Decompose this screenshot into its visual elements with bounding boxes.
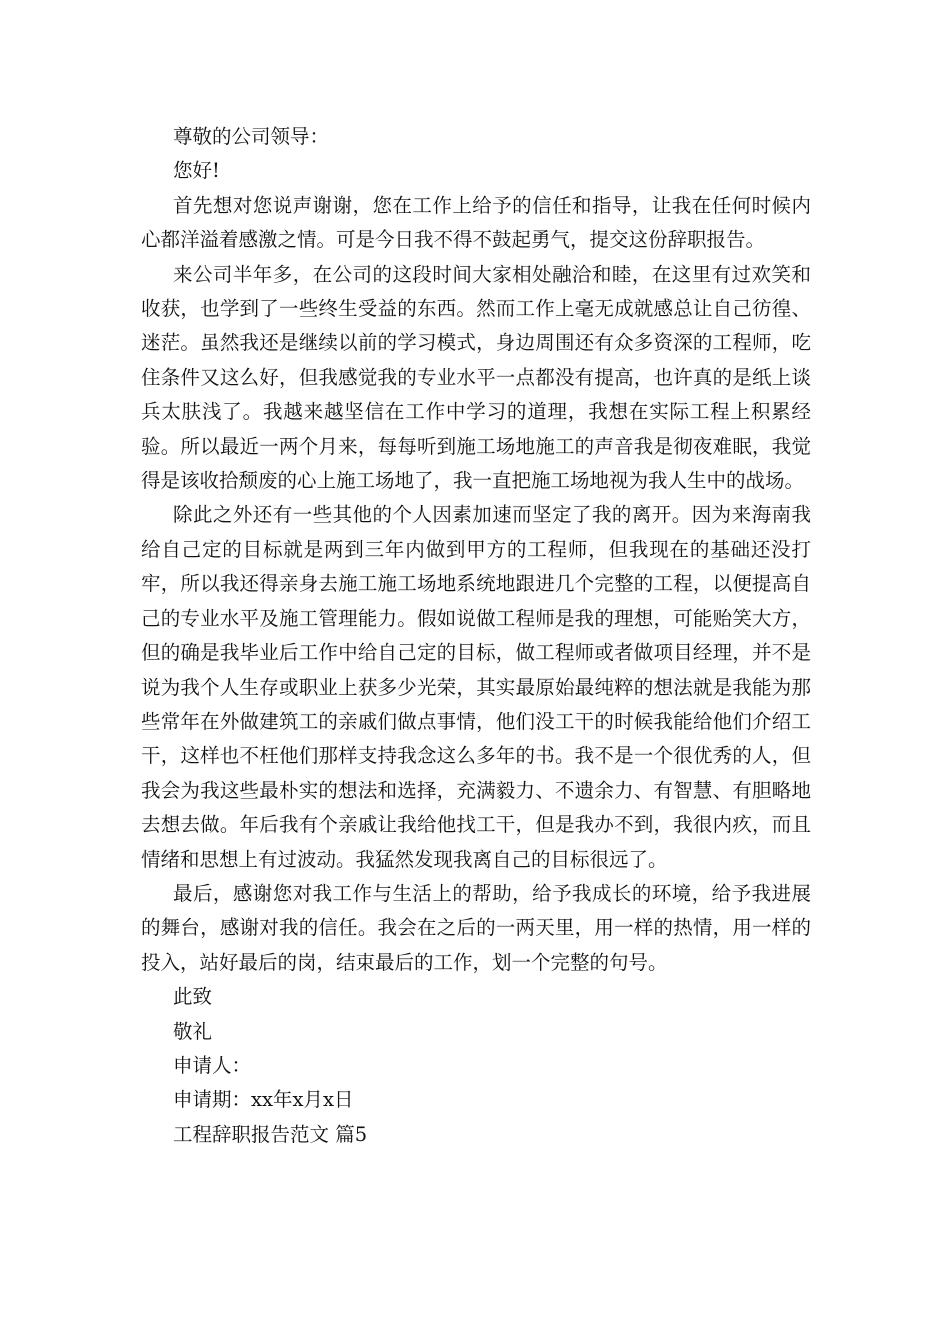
closing-cizhi: 此致 [173,985,213,1009]
next-section-title: 工程辞职报告范文 篇5 [173,1122,368,1146]
date-line: 申请期：xx年x月x日 [173,1088,354,1112]
letter-body [141,120,811,1152]
closing-jingli: 敬礼 [173,1019,213,1043]
paragraph-thanks: 首先想对您说声谢谢，您在工作上给予的信任和指导，让我在任何时候内心都洋溢着感激之情。可是今日我不得不鼓起勇气，提交这份辞职报告。 [141,193,811,252]
greeting: 您好! [173,159,220,183]
paragraph-reasons: 除此之外还有一些其他的个人因素加速而坚定了我的离开。因为来海南我给自己定的目标就是两到三年内做到甲方的工程师，但我现在的基础还没打牢，所以我还得亲身去施工施工场地系统地跟进几个完整的工程，以便提高自己的专业水平及施工管理能力。假如说做工程师是我的理想，可能贻笑大方，但的确是我毕业后工作中给自己定的目标，做工程师或者做项目经理，并不是说为我个人生存或职业上获多少光荣，其实最原始最纯粹的想法就是我能为那些常年在外做建筑工的亲戚们做点事情，他们没工干的时候我能给他们介绍工干，这样也不枉他们那样支持我念这么多年的书。我不是一个很优秀的人，但我会为我这些最朴实的想法和选择，充满毅力、不遗余力、有智慧、有胆略地去想去做。年后我有个亲戚让我给他找工干，但是我办不到，我很内疚，而且情绪和思想上有过波动。我猛然发现我离自己的目标很远了。 [141,503,811,871]
paragraph-experience: 来公司半年多，在公司的这段时间大家相处融洽和睦，在这里有过欢笑和收获，也学到了一些终生受益的东西。然而工作上毫无成就感总让自己彷徨、迷茫。虽然我还是继续以前的学习模式，身边周围还有众多资深的工程师，吃住条件又这么好，但我感觉我的专业水平一点都没有提高，也许真的是纸上谈兵太肤浅了。我越来越坚信在工作中学习的道理，我想在实际工程上积累经验。所以最近一两个月来，每每听到施工场地施工的声音我是彻夜难眠，我觉得是该收拾颓废的心上施工场地了，我一直把施工场地视为我人生中的战场。 [141,262,811,493]
salutation: 尊敬的公司领导： [173,125,330,148]
paragraph-closing: 最后，感谢您对我工作与生活上的帮助，给予我成长的环境，给予我进展的舞台，感谢对我的信任。我会在之后的一两天里，用一样的热情，用一样的投入，站好最后的岗，结束最后的工作，划一个完整的句号。 [141,881,811,974]
applicant-line: 申请人： [173,1053,252,1077]
